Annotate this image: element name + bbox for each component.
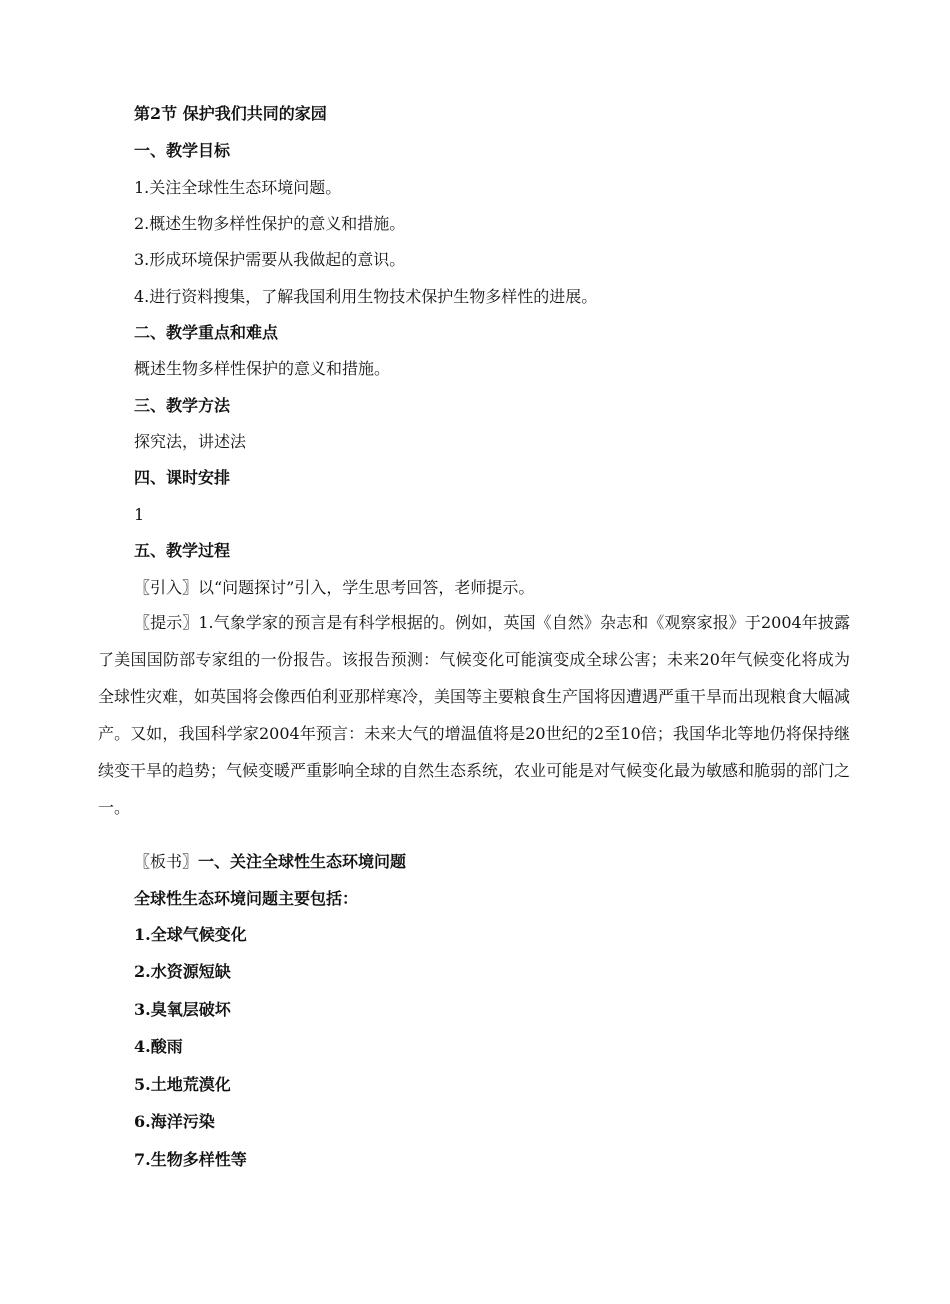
heading-teaching-goals: 一、教学目标	[134, 141, 231, 160]
issue-item: 7.生物多样性等	[134, 1150, 247, 1169]
issue-item: 4.酸雨	[134, 1037, 183, 1056]
board-tag: 〖板书〗	[134, 852, 199, 871]
heading-key-points: 二、教学重点和难点	[134, 323, 279, 342]
issue-item: 3.臭氧层破坏	[134, 1000, 231, 1019]
hint-paragraph: 〖提示〗1.气象学家的预言是有科学根据的。例如，英国《自然》杂志和《观察家报》于2004年披露了美国国防部专家组的一份报告。该报告预测：气候变化可能演变成全球公害；未来20年气候变化将成为全球性灾难，如英国将会像西伯利亚那样寒冷，美国等主要粮食生产国将因遭遇严重干旱而出现粮食大幅减产。又如，我国科学家2004年预言：未来大气的增温值将是20世纪的2至10倍；我国华北等地仍将保持继续变干旱的趋势；气候变暖严重影响全球的自然生态系统，农业可能是对气候变化最为敏感和脆弱的部门之一。	[98, 613, 851, 817]
schedule-text: 1	[134, 505, 145, 524]
heading-teaching-method: 三、教学方法	[134, 396, 231, 415]
board-heading-line	[134, 852, 406, 872]
goal-item: 3.形成环境保护需要从我做起的意识。	[134, 250, 406, 269]
section-title: 第2节 保护我们共同的家园	[134, 104, 327, 123]
goal-item: 4.进行资料搜集，了解我国利用生物技术保护生物多样性的进展。	[134, 287, 598, 306]
heading-teaching-process: 五、教学过程	[134, 541, 231, 560]
issue-item: 2.水资源短缺	[134, 962, 231, 981]
issue-item: 6.海洋污染	[134, 1112, 215, 1131]
teaching-method-text: 探究法，讲述法	[134, 432, 247, 451]
key-points-text: 概述生物多样性保护的意义和措施。	[134, 359, 391, 378]
issue-item: 1.全球气候变化	[134, 925, 247, 944]
board-heading: 一、关注全球性生态环境问题	[198, 852, 407, 871]
issue-item: 5.土地荒漠化	[134, 1075, 231, 1094]
goal-item: 2.概述生物多样性保护的意义和措施。	[134, 214, 406, 233]
heading-schedule: 四、课时安排	[134, 468, 231, 487]
goal-item: 1.关注全球性生态环境问题。	[134, 178, 342, 197]
issues-heading: 全球性生态环境问题主要包括：	[134, 889, 359, 908]
intro-text: 〖引入〗以“问题探讨”引入，学生思考回答，老师提示。	[134, 578, 535, 597]
